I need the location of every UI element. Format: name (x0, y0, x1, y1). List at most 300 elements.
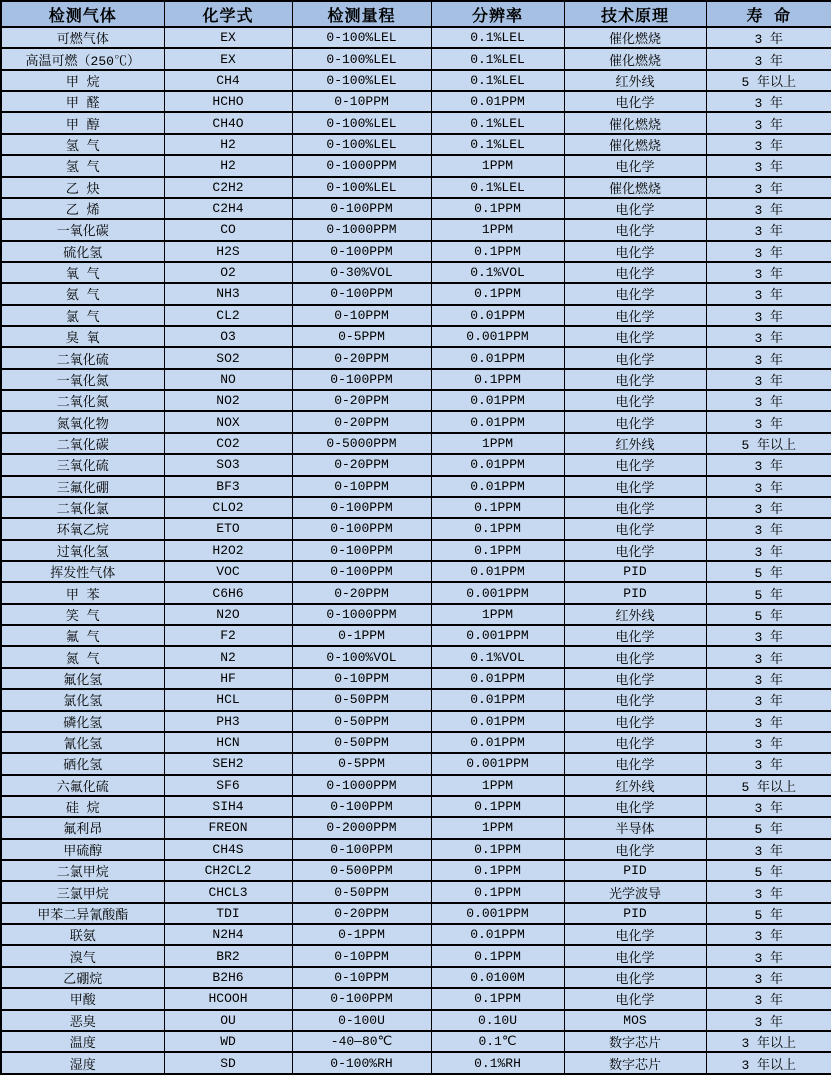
cell-technology: 催化燃烧 (564, 112, 706, 133)
cell-detection-range: 0-1PPM (292, 625, 431, 646)
cell-lifespan: 3 年以上 (706, 1052, 831, 1074)
cell-chemical-formula: NO2 (164, 390, 292, 411)
table-row (1, 177, 831, 198)
cell-detection-range: 0-10PPM (292, 967, 431, 988)
cell-chemical-formula: N2 (164, 646, 292, 667)
cell-technology: 电化学 (564, 540, 706, 561)
cell-resolution: 0.1PPM (431, 796, 564, 817)
cell-detection-range: 0-100%LEL (292, 177, 431, 198)
cell-lifespan: 3 年 (706, 711, 831, 732)
cell-technology: 电化学 (564, 347, 706, 368)
cell-gas-name: 氯 气 (1, 305, 164, 326)
cell-detection-range: 0-500PPM (292, 860, 431, 881)
cell-lifespan: 3 年 (706, 689, 831, 710)
cell-chemical-formula: EX (164, 48, 292, 69)
cell-lifespan: 3 年 (706, 497, 831, 518)
cell-technology: 电化学 (564, 732, 706, 753)
cell-detection-range: 0-100PPM (292, 796, 431, 817)
cell-lifespan: 3 年 (706, 241, 831, 262)
cell-gas-name: 氧 气 (1, 262, 164, 283)
cell-detection-range: 0-100%LEL (292, 134, 431, 155)
cell-technology: 电化学 (564, 390, 706, 411)
cell-resolution: 1PPM (431, 775, 564, 796)
table-row (1, 711, 831, 732)
cell-gas-name: 二氧化硫 (1, 347, 164, 368)
cell-gas-name: 一氧化碳 (1, 219, 164, 240)
cell-resolution: 0.001PPM (431, 582, 564, 603)
table-row (1, 48, 831, 69)
cell-technology: 电化学 (564, 219, 706, 240)
table-body (1, 27, 831, 1074)
table-row (1, 27, 831, 48)
cell-lifespan: 5 年以上 (706, 70, 831, 91)
table-row (1, 1031, 831, 1052)
cell-technology: 电化学 (564, 283, 706, 304)
cell-lifespan: 3 年 (706, 177, 831, 198)
column-header-chemical-formula: 化学式 (164, 1, 292, 27)
cell-detection-range: 0-20PPM (292, 582, 431, 603)
cell-gas-name: 氯化氢 (1, 689, 164, 710)
cell-gas-name: 硅 烷 (1, 796, 164, 817)
cell-chemical-formula: PH3 (164, 711, 292, 732)
cell-gas-name: 过氧化氢 (1, 540, 164, 561)
cell-technology: 电化学 (564, 369, 706, 390)
cell-technology: 电化学 (564, 945, 706, 966)
cell-chemical-formula: CH4S (164, 839, 292, 860)
cell-technology: PID (564, 860, 706, 881)
cell-technology: 电化学 (564, 625, 706, 646)
cell-technology: MOS (564, 1010, 706, 1031)
column-header-resolution: 分辨率 (431, 1, 564, 27)
table-row (1, 219, 831, 240)
cell-resolution: 0.1PPM (431, 860, 564, 881)
cell-chemical-formula: B2H6 (164, 967, 292, 988)
cell-technology: 催化燃烧 (564, 48, 706, 69)
cell-lifespan: 3 年 (706, 625, 831, 646)
cell-technology: 电化学 (564, 91, 706, 112)
cell-lifespan: 3 年 (706, 134, 831, 155)
cell-resolution: 0.001PPM (431, 903, 564, 924)
table-row (1, 689, 831, 710)
table-row (1, 796, 831, 817)
cell-gas-name: 氮 气 (1, 646, 164, 667)
table-row (1, 967, 831, 988)
cell-lifespan: 3 年 (706, 283, 831, 304)
cell-gas-name: 甲酸 (1, 988, 164, 1009)
cell-detection-range: 0-100%VOL (292, 646, 431, 667)
cell-chemical-formula: NO (164, 369, 292, 390)
cell-detection-range: 0-100%LEL (292, 27, 431, 48)
column-header-technology: 技术原理 (564, 1, 706, 27)
cell-gas-name: 乙硼烷 (1, 967, 164, 988)
cell-chemical-formula: WD (164, 1031, 292, 1052)
cell-lifespan: 3 年 (706, 881, 831, 902)
cell-detection-range: 0-100PPM (292, 198, 431, 219)
cell-lifespan: 3 年 (706, 411, 831, 432)
cell-chemical-formula: HCN (164, 732, 292, 753)
table-row (1, 924, 831, 945)
cell-lifespan: 3 年 (706, 988, 831, 1009)
cell-detection-range: 0-100%LEL (292, 70, 431, 91)
cell-technology: 数字芯片 (564, 1031, 706, 1052)
cell-gas-name: 甲 醛 (1, 91, 164, 112)
table-row (1, 369, 831, 390)
column-header-gas-name: 检测气体 (1, 1, 164, 27)
cell-gas-name: 溴气 (1, 945, 164, 966)
cell-lifespan: 3 年 (706, 112, 831, 133)
cell-lifespan: 3 年 (706, 518, 831, 539)
cell-technology: 电化学 (564, 839, 706, 860)
cell-resolution: 0.01PPM (431, 476, 564, 497)
cell-technology: 电化学 (564, 198, 706, 219)
cell-resolution: 0.01PPM (431, 711, 564, 732)
cell-resolution: 0.1%LEL (431, 112, 564, 133)
cell-chemical-formula: H2 (164, 155, 292, 176)
cell-technology: 电化学 (564, 967, 706, 988)
cell-technology: 催化燃烧 (564, 134, 706, 155)
cell-technology: 电化学 (564, 454, 706, 475)
cell-gas-name: 甲 烷 (1, 70, 164, 91)
cell-detection-range: 0-50PPM (292, 689, 431, 710)
cell-detection-range: 0-50PPM (292, 881, 431, 902)
cell-resolution: 0.01PPM (431, 732, 564, 753)
cell-gas-name: 联氨 (1, 924, 164, 945)
cell-detection-range: 0-20PPM (292, 411, 431, 432)
cell-lifespan: 3 年 (706, 1010, 831, 1031)
cell-detection-range: 0-20PPM (292, 903, 431, 924)
cell-resolution: 0.1PPM (431, 283, 564, 304)
cell-chemical-formula: CO (164, 219, 292, 240)
cell-lifespan: 3 年 (706, 27, 831, 48)
cell-lifespan: 3 年 (706, 369, 831, 390)
cell-chemical-formula: CLO2 (164, 497, 292, 518)
cell-technology: 电化学 (564, 988, 706, 1009)
cell-detection-range: -40—80℃ (292, 1031, 431, 1052)
cell-technology: 红外线 (564, 604, 706, 625)
cell-technology: 半导体 (564, 817, 706, 838)
cell-technology: 电化学 (564, 497, 706, 518)
cell-lifespan: 5 年 (706, 561, 831, 582)
cell-lifespan: 3 年 (706, 796, 831, 817)
cell-resolution: 0.01PPM (431, 454, 564, 475)
cell-detection-range: 0-10PPM (292, 668, 431, 689)
cell-detection-range: 0-10PPM (292, 945, 431, 966)
cell-technology: PID (564, 903, 706, 924)
table-row (1, 476, 831, 497)
cell-chemical-formula: C2H2 (164, 177, 292, 198)
cell-detection-range: 0-10PPM (292, 91, 431, 112)
cell-gas-name: 二氧化氯 (1, 497, 164, 518)
cell-chemical-formula: N2H4 (164, 924, 292, 945)
table-row (1, 390, 831, 411)
table-row (1, 241, 831, 262)
cell-technology: 电化学 (564, 753, 706, 774)
cell-technology: PID (564, 561, 706, 582)
cell-gas-name: 臭 氧 (1, 326, 164, 347)
table-row (1, 668, 831, 689)
cell-detection-range: 0-100U (292, 1010, 431, 1031)
cell-gas-name: 氨 气 (1, 283, 164, 304)
cell-technology: PID (564, 582, 706, 603)
cell-chemical-formula: H2S (164, 241, 292, 262)
cell-resolution: 1PPM (431, 604, 564, 625)
table-row (1, 198, 831, 219)
cell-lifespan: 3 年 (706, 967, 831, 988)
cell-resolution: 0.1%LEL (431, 70, 564, 91)
cell-technology: 电化学 (564, 305, 706, 326)
cell-detection-range: 0-1000PPM (292, 604, 431, 625)
cell-resolution: 0.01PPM (431, 689, 564, 710)
cell-lifespan: 5 年 (706, 817, 831, 838)
table-row (1, 347, 831, 368)
cell-chemical-formula: CH4O (164, 112, 292, 133)
cell-resolution: 0.1PPM (431, 839, 564, 860)
cell-chemical-formula: F2 (164, 625, 292, 646)
cell-detection-range: 0-100PPM (292, 839, 431, 860)
cell-gas-name: 甲 醇 (1, 112, 164, 133)
cell-technology: 催化燃烧 (564, 177, 706, 198)
cell-chemical-formula: O2 (164, 262, 292, 283)
cell-detection-range: 0-20PPM (292, 454, 431, 475)
cell-technology: 电化学 (564, 262, 706, 283)
table-row (1, 625, 831, 646)
table-row (1, 283, 831, 304)
cell-gas-name: 氮氧化物 (1, 411, 164, 432)
cell-gas-name: 氟利昂 (1, 817, 164, 838)
cell-technology: 电化学 (564, 476, 706, 497)
cell-chemical-formula: HCHO (164, 91, 292, 112)
cell-resolution: 0.001PPM (431, 625, 564, 646)
cell-chemical-formula: SD (164, 1052, 292, 1074)
cell-gas-name: 三氧化硫 (1, 454, 164, 475)
cell-gas-name: 氢 气 (1, 134, 164, 155)
cell-lifespan: 3 年 (706, 48, 831, 69)
table-row (1, 134, 831, 155)
cell-lifespan: 5 年以上 (706, 775, 831, 796)
cell-gas-name: 氢 气 (1, 155, 164, 176)
cell-chemical-formula: SIH4 (164, 796, 292, 817)
table-row (1, 903, 831, 924)
cell-gas-name: 二氯甲烷 (1, 860, 164, 881)
cell-detection-range: 0-100PPM (292, 283, 431, 304)
table-row (1, 732, 831, 753)
cell-lifespan: 3 年 (706, 476, 831, 497)
cell-chemical-formula: ETO (164, 518, 292, 539)
cell-detection-range: 0-20PPM (292, 390, 431, 411)
cell-gas-name: 硫化氢 (1, 241, 164, 262)
cell-chemical-formula: CH4 (164, 70, 292, 91)
cell-chemical-formula: CO2 (164, 433, 292, 454)
table-row (1, 945, 831, 966)
column-header-detection-range: 检测量程 (292, 1, 431, 27)
cell-technology: 电化学 (564, 689, 706, 710)
cell-chemical-formula: SF6 (164, 775, 292, 796)
cell-chemical-formula: CH2CL2 (164, 860, 292, 881)
cell-resolution: 0.1%RH (431, 1052, 564, 1074)
cell-gas-name: 硒化氢 (1, 753, 164, 774)
cell-lifespan: 3 年 (706, 262, 831, 283)
cell-gas-name: 环氧乙烷 (1, 518, 164, 539)
cell-resolution: 0.01PPM (431, 347, 564, 368)
cell-gas-name: 三氟化硼 (1, 476, 164, 497)
cell-lifespan: 3 年 (706, 924, 831, 945)
cell-chemical-formula: CHCL3 (164, 881, 292, 902)
table-row (1, 454, 831, 475)
cell-lifespan: 5 年 (706, 903, 831, 924)
cell-detection-range: 0-100PPM (292, 540, 431, 561)
cell-detection-range: 0-100%RH (292, 1052, 431, 1074)
cell-detection-range: 0-2000PPM (292, 817, 431, 838)
cell-lifespan: 3 年 (706, 668, 831, 689)
cell-chemical-formula: HCL (164, 689, 292, 710)
cell-gas-name: 温度 (1, 1031, 164, 1052)
cell-gas-name: 甲硫醇 (1, 839, 164, 860)
table-row (1, 646, 831, 667)
cell-detection-range: 0-100PPM (292, 518, 431, 539)
cell-detection-range: 0-100PPM (292, 988, 431, 1009)
cell-detection-range: 0-50PPM (292, 711, 431, 732)
table-row (1, 540, 831, 561)
cell-lifespan: 3 年 (706, 646, 831, 667)
cell-gas-name: 氰化氢 (1, 732, 164, 753)
cell-resolution: 0.1PPM (431, 497, 564, 518)
cell-technology: 红外线 (564, 433, 706, 454)
cell-resolution: 0.01PPM (431, 924, 564, 945)
cell-resolution: 0.01PPM (431, 411, 564, 432)
cell-gas-name: 挥发性气体 (1, 561, 164, 582)
table-row (1, 1010, 831, 1031)
table-row (1, 881, 831, 902)
cell-detection-range: 0-1PPM (292, 924, 431, 945)
cell-resolution: 0.1%VOL (431, 646, 564, 667)
table-row (1, 582, 831, 603)
cell-technology: 电化学 (564, 668, 706, 689)
cell-chemical-formula: NOX (164, 411, 292, 432)
table-row (1, 561, 831, 582)
cell-technology: 红外线 (564, 775, 706, 796)
cell-resolution: 0.1%VOL (431, 262, 564, 283)
cell-resolution: 0.1PPM (431, 518, 564, 539)
cell-lifespan: 5 年以上 (706, 433, 831, 454)
cell-lifespan: 3 年 (706, 347, 831, 368)
cell-detection-range: 0-10PPM (292, 305, 431, 326)
cell-resolution: 1PPM (431, 155, 564, 176)
cell-gas-name: 高温可燃（250℃） (1, 48, 164, 69)
cell-lifespan: 5 年 (706, 860, 831, 881)
cell-resolution: 0.1PPM (431, 241, 564, 262)
cell-chemical-formula: SO3 (164, 454, 292, 475)
cell-lifespan: 3 年 (706, 945, 831, 966)
cell-gas-name: 氟 气 (1, 625, 164, 646)
cell-lifespan: 3 年 (706, 753, 831, 774)
cell-chemical-formula: HCOOH (164, 988, 292, 1009)
cell-chemical-formula: SEH2 (164, 753, 292, 774)
cell-lifespan: 3 年 (706, 454, 831, 475)
cell-chemical-formula: BR2 (164, 945, 292, 966)
table-row (1, 433, 831, 454)
table-row (1, 155, 831, 176)
table-row (1, 305, 831, 326)
cell-resolution: 0.01PPM (431, 668, 564, 689)
cell-detection-range: 0-100%LEL (292, 112, 431, 133)
cell-lifespan: 3 年 (706, 839, 831, 860)
cell-technology: 电化学 (564, 796, 706, 817)
cell-resolution: 0.1PPM (431, 881, 564, 902)
table-row (1, 411, 831, 432)
table-row (1, 262, 831, 283)
table-row (1, 753, 831, 774)
cell-technology: 光学波导 (564, 881, 706, 902)
cell-chemical-formula: VOC (164, 561, 292, 582)
cell-chemical-formula: C2H4 (164, 198, 292, 219)
cell-gas-name: 氟化氢 (1, 668, 164, 689)
table-row (1, 839, 831, 860)
cell-detection-range: 0-100PPM (292, 369, 431, 390)
cell-detection-range: 0-5000PPM (292, 433, 431, 454)
cell-chemical-formula: CL2 (164, 305, 292, 326)
cell-lifespan: 3 年 (706, 732, 831, 753)
cell-resolution: 0.01PPM (431, 91, 564, 112)
cell-chemical-formula: H2 (164, 134, 292, 155)
cell-lifespan: 3 年 (706, 91, 831, 112)
cell-lifespan: 3 年 (706, 326, 831, 347)
cell-resolution: 1PPM (431, 433, 564, 454)
cell-chemical-formula: BF3 (164, 476, 292, 497)
cell-technology: 电化学 (564, 241, 706, 262)
cell-detection-range: 0-5PPM (292, 326, 431, 347)
cell-chemical-formula: N2O (164, 604, 292, 625)
cell-resolution: 0.1%LEL (431, 134, 564, 155)
cell-chemical-formula: O3 (164, 326, 292, 347)
cell-resolution: 0.1%LEL (431, 48, 564, 69)
cell-resolution: 0.10U (431, 1010, 564, 1031)
cell-technology: 催化燃烧 (564, 27, 706, 48)
cell-detection-range: 0-5PPM (292, 753, 431, 774)
cell-resolution: 0.01PPM (431, 305, 564, 326)
cell-lifespan: 5 年 (706, 604, 831, 625)
cell-resolution: 0.0100M (431, 967, 564, 988)
cell-chemical-formula: FREON (164, 817, 292, 838)
cell-detection-range: 0-1000PPM (292, 775, 431, 796)
cell-lifespan: 3 年 (706, 155, 831, 176)
cell-chemical-formula: HF (164, 668, 292, 689)
cell-technology: 电化学 (564, 411, 706, 432)
table-row (1, 775, 831, 796)
cell-gas-name: 二氧化碳 (1, 433, 164, 454)
cell-gas-name: 甲 苯 (1, 582, 164, 603)
cell-resolution: 0.1PPM (431, 198, 564, 219)
cell-resolution: 0.001PPM (431, 753, 564, 774)
cell-lifespan: 5 年 (706, 582, 831, 603)
cell-lifespan: 3 年 (706, 198, 831, 219)
cell-technology: 电化学 (564, 518, 706, 539)
cell-resolution: 0.001PPM (431, 326, 564, 347)
cell-gas-name: 一氧化氮 (1, 369, 164, 390)
table-row (1, 112, 831, 133)
cell-resolution: 0.1%LEL (431, 177, 564, 198)
cell-lifespan: 3 年以上 (706, 1031, 831, 1052)
cell-chemical-formula: H2O2 (164, 540, 292, 561)
cell-resolution: 0.1PPM (431, 988, 564, 1009)
table-row (1, 497, 831, 518)
table-row (1, 1052, 831, 1074)
table-row (1, 988, 831, 1009)
cell-lifespan: 3 年 (706, 390, 831, 411)
cell-resolution: 0.1PPM (431, 369, 564, 390)
cell-detection-range: 0-100PPM (292, 241, 431, 262)
cell-detection-range: 0-1000PPM (292, 155, 431, 176)
table-row (1, 604, 831, 625)
